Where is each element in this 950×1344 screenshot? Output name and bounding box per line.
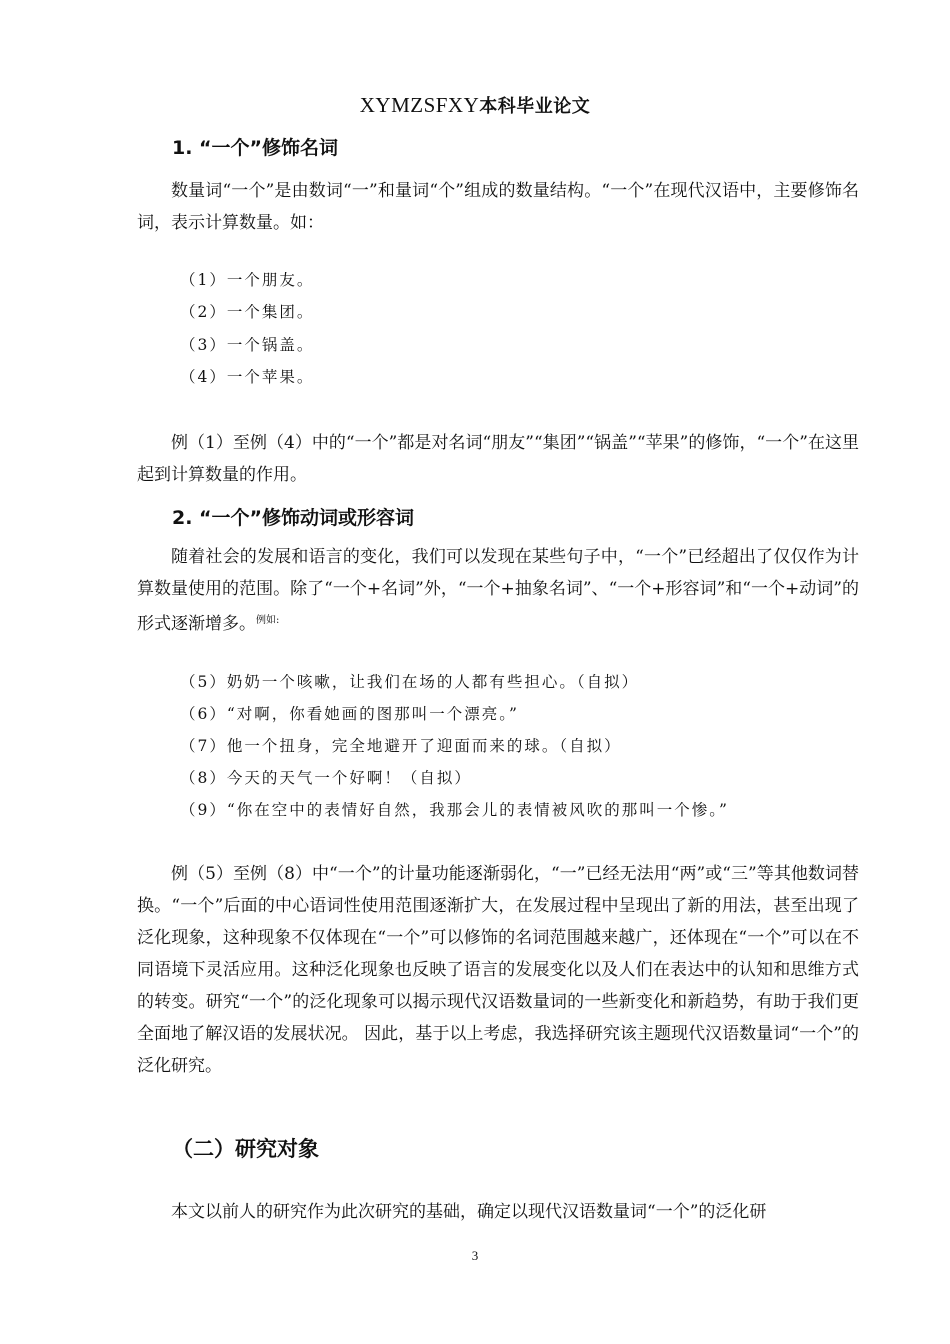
example-5: （5）奶奶一个咳嗽，让我们在场的人都有些担心。（自拟） [180, 673, 640, 691]
section-2-paragraph-1-note: 例如: [256, 615, 280, 626]
example-9: （9）“你在空中的表情好自然，我那会儿的表情被风吹的那叫一个惨。” [180, 801, 729, 819]
example-8: （8）今天的天气一个好啊！（自拟） [180, 769, 472, 787]
header-latin: XYMZSFXY [359, 93, 480, 117]
section-2-paragraph-1-text: 随着社会的发展和语言的变化，我们可以发现在某些句子中，“一个”已经超出了仅仅作为计算数量使用的范围。除了“一个+名词”外，“一个+抽象名词”、“一个+形容词”和“一个+动词”的形式逐渐增多。 [137, 547, 859, 634]
example-7: （7）他一个扭身，完全地避开了迎面而来的球。（自拟） [180, 737, 622, 755]
section-2-paragraph-2: 例（5）至例（8）中“一个”的计量功能逐渐弱化，“一”已经无法用“两”或“三”等其他数词替换。“一个”后面的中心语词性使用范围逐渐扩大，在发展过程中呈现出了新的用法，甚至出现了泛化现象，这种现象不仅体现在“一个”可以修饰的名词范围越来越广，还体现在“一个”可以在不同语境下灵活应用。这种泛化现象也反映了语言的发展变化以及人们在表达中的认知和思维方式的转变。研究“一个”的泛化现象可以揭示现代汉语数量词的一些新变化和新趋势，有助于我们更全面地了解汉语的发展状况。 因此，基于以上考虑，我选择研究该主题现代汉语数量词“一个”的泛化研究。 [137, 864, 859, 1076]
example-4: （4）一个苹果。 [180, 368, 315, 386]
page-number: 3 [471, 1248, 479, 1263]
header-title: 本科毕业论文 [479, 96, 591, 117]
example-6: （6）“对啊，你看她画的图那叫一个漂亮。” [180, 705, 519, 723]
example-3: （3）一个锅盖。 [180, 336, 315, 354]
example-2: （2）一个集团。 [180, 303, 315, 321]
section-3-paragraph-1: 本文以前人的研究作为此次研究的基础，确定以现代汉语数量词“一个”的泛化研 [171, 1202, 767, 1222]
section-2-title: 2. “一个”修饰动词或形容词 [172, 507, 415, 529]
example-1: （1）一个朋友。 [180, 271, 315, 289]
section-1-title: 1. “一个”修饰名词 [172, 137, 339, 159]
section-1-paragraph-1: 数量词“一个”是由数词“一”和量词“个”组成的数量结构。“一个”在现代汉语中，主要修饰名词，表示计算数量。如： [137, 181, 859, 233]
page-header [0, 92, 950, 118]
section-1-paragraph-2: 例（1）至例（4）中的“一个”都是对名词“朋友”“集团”“锅盖”“苹果”的修饰，“一个”在这里起到计算数量的作用。 [137, 433, 859, 485]
section-2-paragraph-1 [137, 541, 859, 640]
section-3-title: （二）研究对象 [172, 1137, 319, 1161]
